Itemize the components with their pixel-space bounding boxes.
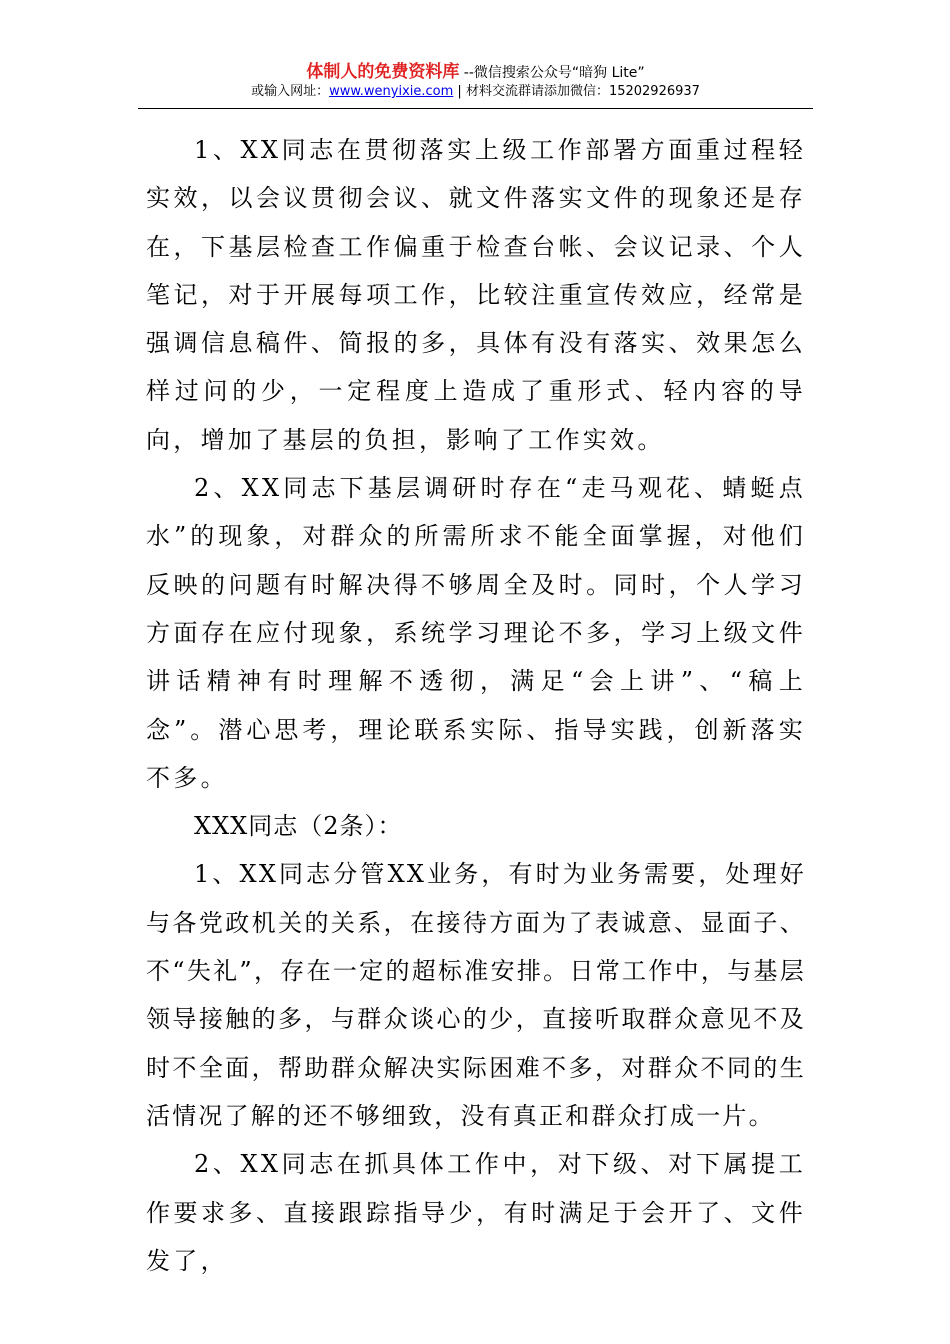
header-line-1 (138, 62, 813, 83)
url-prefix: 或输入网址： (251, 84, 330, 99)
wechat-contact-note: | 材料交流群请添加微信：15202926937 (453, 84, 700, 99)
page-header (138, 62, 813, 101)
paragraph-2: 2、XX同志下基层调研时存在“走马观花、蜻蜓点水”的现象，对群众的所需所求不能全面掌握，对他们反映的问题有时解决得不够周全及时。同时，个人学习方面存在应付现象，系统学习理论不多，学习上级文件讲话精神有时理解不透彻，满足“会上讲”、“稿上念”。潜心思考，理论联系实际、指导实践，创新落实不多。 (146, 474, 806, 792)
wechat-search-note: --微信搜索公众号“暗狗 Lite” (459, 65, 645, 81)
header-divider (138, 108, 813, 109)
paragraph-3: 1、XX同志分管XX业务，有时为业务需要，处理好与各党政机关的关系，在接待方面为了表诚意、显面子、不“失礼”，存在一定的超标准安排。日常工作中，与基层领导接触的多，与群众谈心的少，直接听取群众意见不及时不全面，帮助群众解决实际困难不多，对群众不同的生活情况了解的还不够细致，没有真正和群众打成一片。 (146, 860, 806, 1130)
header-line-2 (138, 83, 813, 101)
section-heading: XXX同志（2条）： (194, 812, 403, 841)
document-body (146, 126, 806, 1285)
paragraph-1: 1、XX同志在贯彻落实上级工作部署方面重过程轻实效，以会议贯彻会议、就文件落实文件的现象还是存在，下基层检查工作偏重于检查台帐、会议记录、个人笔记，对于开展每项工作，比较注重宣传效应，经常是强调信息稿件、简报的多，具体有没有落实、效果怎么样过问的少，一定程度上造成了重形式、轻内容的导向，增加了基层的负担，影响了工作实效。 (146, 136, 806, 454)
brand-title: 体制人的免费资料库 (306, 62, 460, 82)
site-link[interactable]: www.wenyixie.com (329, 84, 454, 99)
paragraph-4: 2、XX同志在抓具体工作中，对下级、对下属提工作要求多、直接跟踪指导少，有时满足于会开了、文件发了， (146, 1150, 806, 1275)
